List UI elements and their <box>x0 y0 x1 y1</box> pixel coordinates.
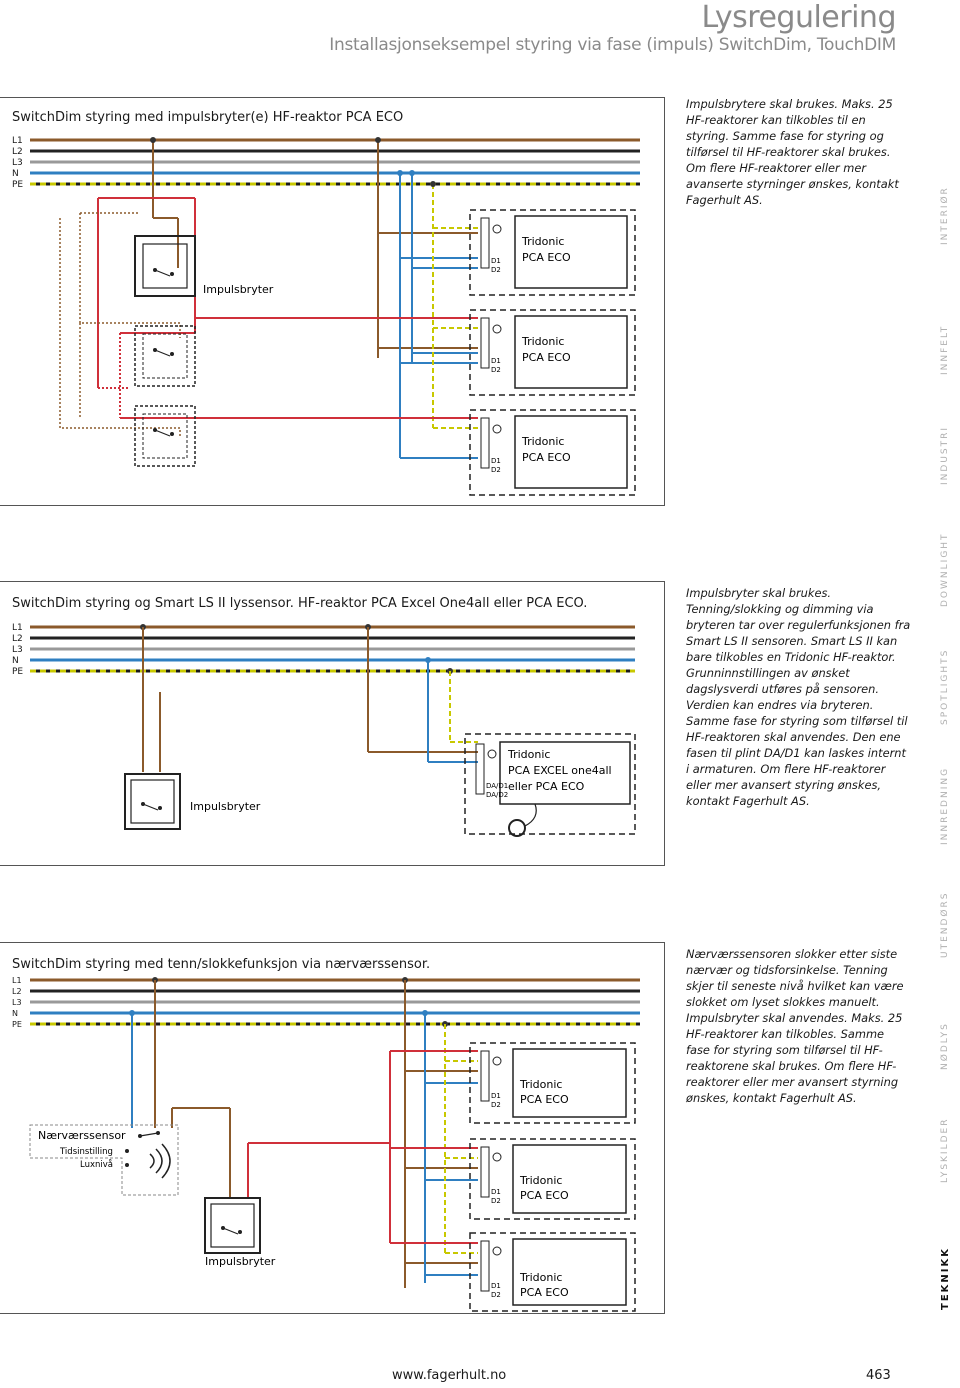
line-label-pe: PE <box>12 180 24 190</box>
driver-excel <box>465 734 635 836</box>
line-label-n: N <box>12 169 19 179</box>
svg-text:D2: D2 <box>491 1101 501 1109</box>
diagram-panel-3 <box>0 942 665 1314</box>
svg-text:D2: D2 <box>491 266 501 274</box>
driver-brand: Tridonic <box>522 235 565 248</box>
side-tab-downlight[interactable]: DOWNLIGHT <box>940 532 950 607</box>
line-label-pe: PE <box>12 667 24 677</box>
sensor-time-setting: Tidsinstilling <box>60 1147 113 1157</box>
line-label-l3: L3 <box>12 998 22 1007</box>
line-label-l2: L2 <box>12 987 22 996</box>
driver-brand: Tridonic <box>508 748 551 761</box>
side-tab-spotlights[interactable]: SPOTLIGHTS <box>940 648 950 725</box>
svg-text:D1: D1 <box>491 1092 501 1100</box>
side-tab-recessed[interactable]: INNFELT <box>940 324 950 375</box>
driver-model: PCA ECO <box>520 1189 569 1202</box>
light-sensor-icon <box>509 820 525 836</box>
driver-model: PCA EXCEL one4all <box>508 764 612 777</box>
line-label-l3: L3 <box>12 645 23 655</box>
wiring-diagram-3 <box>0 943 665 1315</box>
side-tab-light-sources[interactable]: LYSKILDER <box>940 1117 950 1183</box>
svg-text:D1: D1 <box>491 257 501 265</box>
sensor-lux-level: Luxnivå <box>80 1160 113 1170</box>
side-tab-technics[interactable]: TEKNIKK <box>940 1247 951 1310</box>
side-tab-emergency[interactable]: NØDLYS <box>940 1022 950 1070</box>
switch-label: Impulsbryter <box>205 1255 276 1268</box>
driver-model: PCA ECO <box>520 1286 569 1299</box>
driver-brand: Tridonic <box>520 1271 563 1284</box>
page-subtitle: Installasjonseksempel styring via fase (impuls) SwitchDim, TouchDIM <box>329 35 896 55</box>
panel-3-title: SwitchDim styring med tenn/slokkefunksjon via nærværssensor. <box>12 957 431 972</box>
driver-model: PCA ECO <box>522 451 571 464</box>
svg-text:DA/D2: DA/D2 <box>486 791 509 799</box>
note-panel-1: Impulsbrytere skal brukes. Maks. 25 HF-reaktorer kan tilkobles til en styring. Samme fase for styring og tilførsel til HF-reaktorer skal brukes. Om flere HF-reaktorer eller mer avanserte styrninger ønskes, kontakt Fagerhult AS. <box>686 97 899 207</box>
line-label-l3: L3 <box>12 158 23 168</box>
footer-url[interactable]: www.fagerhult.no <box>392 1368 507 1383</box>
impulse-switch <box>205 1198 260 1253</box>
line-label-pe: PE <box>12 1020 22 1029</box>
driver-2 <box>470 1139 635 1219</box>
driver-brand: Tridonic <box>522 335 565 348</box>
svg-text:D1: D1 <box>491 357 501 365</box>
driver-brand: Tridonic <box>522 435 565 448</box>
switch-label: Impulsbryter <box>190 800 261 813</box>
line-label-l1: L1 <box>12 136 23 146</box>
line-label-l1: L1 <box>12 976 22 985</box>
sensor-label: Nærværssensor <box>38 1129 126 1142</box>
driver-2 <box>470 310 635 395</box>
page-title: Lysregulering <box>701 0 896 35</box>
svg-text:DA/D1: DA/D1 <box>486 782 509 790</box>
side-tab-industry[interactable]: INDUSTRI <box>940 425 950 485</box>
impulse-switch-3 <box>135 406 195 466</box>
driver-model-alt: eller PCA ECO <box>508 780 585 793</box>
driver-brand: Tridonic <box>520 1174 563 1187</box>
panel-1-title: SwitchDim styring med impulsbryter(e) HF-reaktor PCA ECO <box>12 110 404 125</box>
svg-text:D2: D2 <box>491 1197 501 1205</box>
line-label-n: N <box>12 1009 18 1018</box>
side-tab-fittings[interactable]: INNREDNING <box>940 766 950 845</box>
driver-model: PCA ECO <box>520 1093 569 1106</box>
page-number: 463 <box>866 1368 891 1383</box>
side-tab-interior[interactable]: INTERIØR <box>940 186 950 245</box>
switch-label: Impulsbryter <box>203 283 274 296</box>
driver-3 <box>470 410 635 495</box>
svg-text:D1: D1 <box>491 1282 501 1290</box>
driver-1 <box>470 1043 635 1123</box>
line-label-l1: L1 <box>12 623 23 633</box>
driver-1 <box>470 210 635 295</box>
impulse-switch <box>125 774 180 829</box>
svg-text:D2: D2 <box>491 366 501 374</box>
driver-brand: Tridonic <box>520 1078 563 1091</box>
panel-2-title: SwitchDim styring og Smart LS II lyssensor. HF-reaktor PCA Excel One4all eller PCA ECO. <box>12 596 588 611</box>
note-panel-2: Impulsbryter skal brukes. Tenning/slokking og dimming via bryteren tar over regulerfunksjonen fra Smart LS II sensoren. Smart LS II kan bare tilkobles en Tridonic HF-reaktor. Grunninnstillingen av ønsket dagslysverdi utføres på sensoren. Verdien kan endres via bryteren. Samme fase for styring som tilførsel til HF-reaktoren skal anvendes. Den ene fasen til plint DA/D1 kan laskes internt i armaturen. Om flere HF-reaktorer eller mer avansert styring ønskes, kontakt Fagerhult AS. <box>686 586 911 808</box>
line-label-l2: L2 <box>12 634 23 644</box>
impulse-switch-2 <box>135 326 195 386</box>
svg-text:D2: D2 <box>491 466 501 474</box>
wiring-diagram-1 <box>0 98 665 507</box>
svg-text:D1: D1 <box>491 1188 501 1196</box>
impulse-switch-1 <box>135 236 195 296</box>
line-label-l2: L2 <box>12 147 23 157</box>
wiring-diagram-2 <box>0 582 665 867</box>
diagram-panel-1 <box>0 97 665 506</box>
motion-sensor-icon <box>150 1154 154 1168</box>
svg-text:D1: D1 <box>491 457 501 465</box>
driver-model: PCA ECO <box>522 351 571 364</box>
driver-model: PCA ECO <box>522 251 571 264</box>
line-label-n: N <box>12 656 19 666</box>
side-tab-outdoor[interactable]: UTENDØRS <box>940 891 950 958</box>
driver-3 <box>470 1233 635 1311</box>
diagram-panel-2 <box>0 581 665 866</box>
note-panel-3: Nærværssensoren slokker etter siste nærvær og tidsforsinkelse. Tenning skjer til seneste nivå hvilket kan være slokket om lyset slokkes manuelt. Impulsbryter skal anvendes. Maks. 25 HF-reaktorer kan tilkobles. Samme fase for styring som tilførsel til HF-reaktorene skal brukes. Om flere HF-reaktorer eller mer avansert styrning ønskes, kontakt Fagerhult AS. <box>686 947 904 1105</box>
svg-text:D2: D2 <box>491 1291 501 1299</box>
